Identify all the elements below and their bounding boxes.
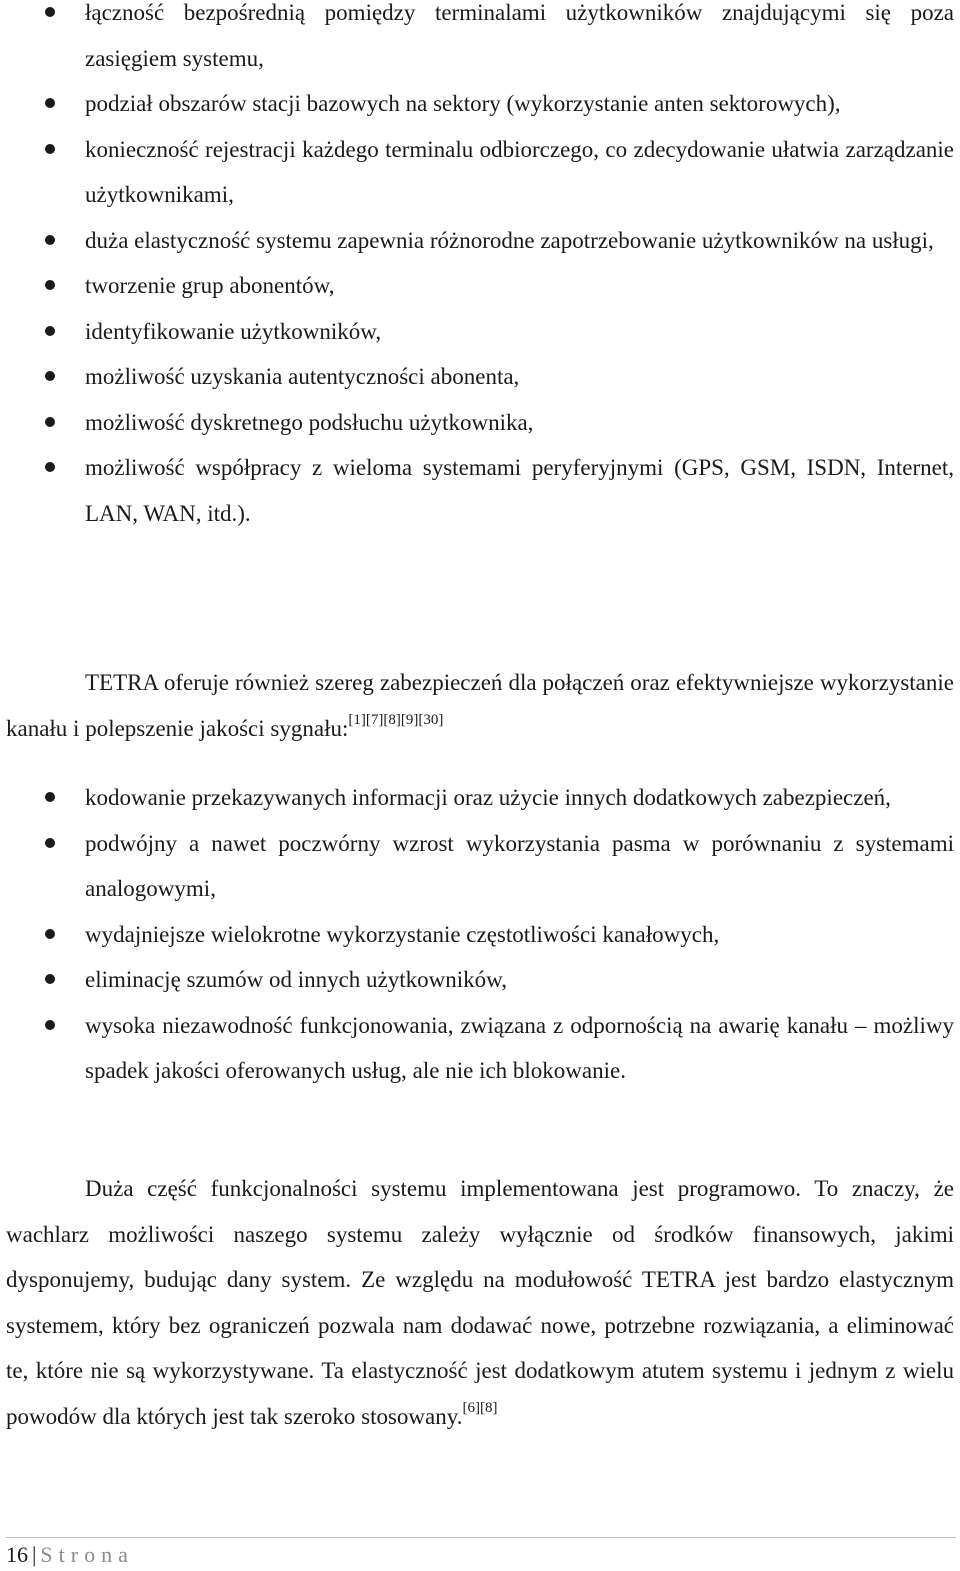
security-intro-paragraph <box>6 660 954 751</box>
bullet-icon <box>45 235 55 245</box>
page-footer <box>6 1541 134 1569</box>
list-item: wydajniejsze wielokrotne wykorzystanie częstotliwości kanałowych, <box>0 912 960 958</box>
security-features-list <box>0 775 960 1094</box>
bullet-icon <box>45 1020 55 1030</box>
bullet-icon <box>45 280 55 290</box>
list-item: możliwość współpracy z wieloma systemami peryferyjnymi (GPS, GSM, ISDN, Internet, LAN, WAN, itd.). <box>0 445 960 536</box>
footer-divider <box>6 1537 956 1538</box>
page-label: Strona <box>40 1542 134 1567</box>
bullet-icon <box>45 326 55 336</box>
list-item: możliwość dyskretnego podsłuchu użytkownika, <box>0 400 960 446</box>
list-item: kodowanie przekazywanych informacji oraz użycie innych dodatkowych zabezpieczeń, <box>0 775 960 821</box>
features-list <box>0 0 960 536</box>
bullet-icon <box>45 792 55 802</box>
list-item: konieczność rejestracji każdego terminalu odbiorczego, co zdecydowanie ułatwia zarządzanie użytkownikami, <box>0 127 960 218</box>
reference-citation: [6][8] <box>462 1399 498 1416</box>
list-item: łączność bezpośrednią pomiędzy terminalami użytkowników znajdującymi się poza zasięgiem systemu, <box>0 0 960 81</box>
footer-separator: | <box>32 1542 37 1567</box>
paragraph-text: Duża część funkcjonalności systemu implementowana jest programowo. To znaczy, że wachlarz możliwości naszego systemu zależy wyłącznie od środków finansowych, jakimi dysponujemy, budując dany system. Ze względu na modułowość TETRA jest bardzo elastycznym systemem, który bez ograniczeń pozwala nam dodawać nowe, potrzebne rozwiązania, a eliminować te, które nie są wykorzystywane. Ta elastyczność jest dodatkowym atutem systemu i jednym z wielu powodów dla których jest tak szeroko stosowany. <box>6 1176 954 1429</box>
paragraph-text: TETRA oferuje również szereg zabezpieczeń dla połączeń oraz efektywniejsze wykorzystanie kanału i polepszenie jakości sygnału: <box>6 670 954 741</box>
list-item: podział obszarów stacji bazowych na sektory (wykorzystanie anten sektorowych), <box>0 81 960 127</box>
list-item: podwójny a nawet poczwórny wzrost wykorzystania pasma w porównaniu z systemami analogowymi, <box>0 821 960 912</box>
list-item: identyfikowanie użytkowników, <box>0 309 960 355</box>
bullet-icon <box>45 371 55 381</box>
bullet-icon <box>45 144 55 154</box>
list-item: duża elastyczność systemu zapewnia różnorodne zapotrzebowanie użytkowników na usługi, <box>0 218 960 264</box>
list-item: eliminację szumów od innych użytkowników, <box>0 957 960 1003</box>
list-item: wysoka niezawodność funkcjonowania, związana z odpornością na awarię kanału – możliwy spadek jakości oferowanych usług, ale nie ich blokowanie. <box>0 1003 960 1094</box>
bullet-icon <box>45 929 55 939</box>
page-number: 16 <box>6 1542 28 1567</box>
bullet-icon <box>45 417 55 427</box>
list-item: możliwość uzyskania autentyczności abonenta, <box>0 354 960 400</box>
bullet-icon <box>45 974 55 984</box>
list-item: tworzenie grup abonentów, <box>0 263 960 309</box>
modularity-paragraph <box>6 1166 954 1439</box>
bullet-icon <box>45 838 55 848</box>
bullet-icon <box>45 98 55 108</box>
reference-citation: [1][7][8][9][30] <box>348 711 444 728</box>
bullet-icon <box>45 462 55 472</box>
bullet-icon <box>45 7 55 17</box>
